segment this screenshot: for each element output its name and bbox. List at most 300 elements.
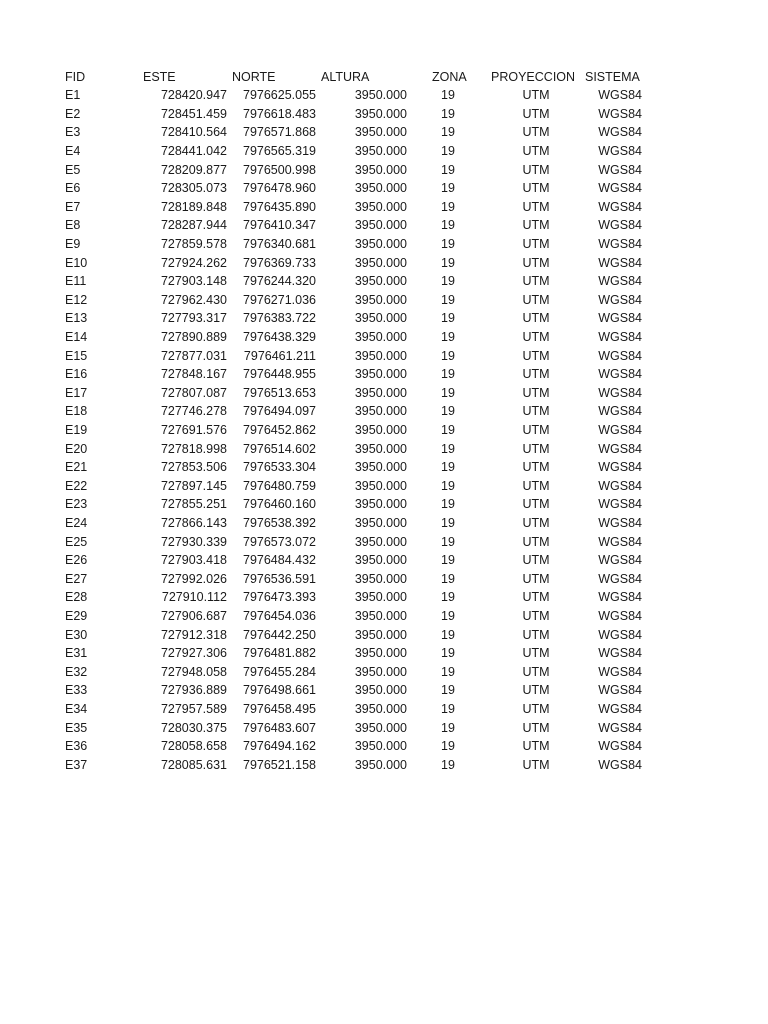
cell-altura: 3950.000 [354,627,407,642]
cell-sistema: WGS84 [598,218,642,233]
cell-altura: 3950.000 [354,255,407,270]
cell-altura: 3950.000 [354,571,407,586]
cell-proyeccion: UTM [522,497,550,512]
cell-este: 727910.112 [161,590,227,605]
cell-norte: 7976514.602 [243,441,316,456]
cell-fid: E28 [65,590,88,605]
cell-fid: E36 [65,739,88,754]
table-row [0,737,768,756]
cell-sistema: WGS84 [598,348,642,363]
cell-fid: E9 [65,236,81,251]
cell-este: 727746.278 [160,404,227,419]
cell-fid: E37 [65,757,88,772]
cell-altura: 3950.000 [354,590,407,605]
cell-altura: 3950.000 [354,274,407,289]
cell-este: 727962.430 [160,292,227,307]
cell-proyeccion: UTM [522,292,550,307]
cell-fid: E35 [65,720,88,735]
table-row [0,756,768,775]
cell-norte: 7976484.432 [243,553,316,568]
cell-proyeccion: UTM [522,441,550,456]
cell-altura: 3950.000 [354,739,407,754]
cell-proyeccion: UTM [522,181,550,196]
cell-proyeccion: UTM [522,757,550,772]
cell-proyeccion: UTM [522,143,550,158]
cell-fid: E1 [65,88,81,103]
cell-norte: 7976473.393 [243,590,316,605]
cell-zona: 19 [441,255,455,270]
cell-este: 727903.148 [160,274,227,289]
cell-fid: E4 [65,143,81,158]
cell-este: 727992.026 [160,571,227,586]
cell-altura: 3950.000 [354,553,407,568]
cell-proyeccion: UTM [522,199,550,214]
cell-fid: E32 [65,664,88,679]
cell-zona: 19 [441,534,455,549]
cell-proyeccion: UTM [522,385,550,400]
cell-sistema: WGS84 [598,664,642,679]
cell-proyeccion: UTM [522,236,550,251]
cell-proyeccion: UTM [522,739,550,754]
cell-fid: E26 [65,553,88,568]
cell-sistema: WGS84 [598,236,642,251]
cell-este: 727912.318 [160,627,227,642]
cell-sistema: WGS84 [598,757,642,772]
header-norte: NORTE [232,69,276,84]
cell-zona: 19 [441,590,455,605]
cell-este: 728085.631 [160,757,227,772]
table-row [0,700,768,719]
cell-altura: 3950.000 [354,701,407,716]
header-proyeccion: PROYECCION [491,69,576,84]
cell-zona: 19 [441,367,455,382]
table-row [0,588,768,607]
table-row [0,384,768,403]
cell-fid: E15 [65,348,88,363]
table-row [0,495,768,514]
cell-norte: 7976618.483 [243,106,316,121]
cell-altura: 3950.000 [354,236,407,251]
cell-sistema: WGS84 [598,553,642,568]
cell-este: 727848.167 [160,367,227,382]
cell-norte: 7976500.998 [243,162,316,177]
cell-fid: E31 [65,646,88,661]
cell-zona: 19 [441,497,455,512]
cell-norte: 7976438.329 [243,329,316,344]
cell-este: 728410.564 [160,125,227,140]
table-row [0,198,768,217]
cell-zona: 19 [441,218,455,233]
cell-norte: 7976454.036 [243,608,316,623]
cell-sistema: WGS84 [598,627,642,642]
cell-zona: 19 [441,292,455,307]
cell-altura: 3950.000 [354,720,407,735]
cell-altura: 3950.000 [354,478,407,493]
cell-altura: 3950.000 [354,646,407,661]
cell-sistema: WGS84 [598,441,642,456]
cell-proyeccion: UTM [522,422,550,437]
cell-sistema: WGS84 [598,460,642,475]
table-row [0,514,768,533]
cell-norte: 7976410.347 [243,218,316,233]
table-header-row [0,68,768,87]
cell-fid: E13 [65,311,88,326]
cell-norte: 7976625.055 [243,88,316,103]
cell-altura: 3950.000 [354,608,407,623]
cell-este: 727855.251 [160,497,227,512]
cell-altura: 3950.000 [354,515,407,530]
cell-altura: 3950.000 [354,199,407,214]
table-row [0,644,768,663]
cell-altura: 3950.000 [354,757,407,772]
cell-sistema: WGS84 [598,739,642,754]
cell-norte: 7976565.319 [243,143,316,158]
cell-sistema: WGS84 [598,274,642,289]
table-row [0,161,768,180]
cell-proyeccion: UTM [522,404,550,419]
cell-sistema: WGS84 [598,143,642,158]
cell-proyeccion: UTM [522,460,550,475]
cell-norte: 7976494.162 [243,739,316,754]
cell-proyeccion: UTM [522,627,550,642]
cell-norte: 7976458.495 [243,701,316,716]
cell-norte: 7976521.158 [243,757,316,772]
cell-fid: E34 [65,701,88,716]
cell-norte: 7976442.250 [243,627,316,642]
cell-norte: 7976448.955 [243,367,316,382]
cell-zona: 19 [441,422,455,437]
cell-zona: 19 [441,199,455,214]
table-row [0,365,768,384]
cell-fid: E2 [65,106,81,121]
table-row [0,291,768,310]
cell-altura: 3950.000 [354,385,407,400]
cell-zona: 19 [441,311,455,326]
cell-este: 728209.877 [160,162,227,177]
cell-proyeccion: UTM [522,274,550,289]
cell-norte: 7976478.960 [243,181,316,196]
table-row [0,235,768,254]
cell-norte: 7976455.284 [243,664,316,679]
cell-proyeccion: UTM [522,553,550,568]
cell-sistema: WGS84 [598,385,642,400]
cell-proyeccion: UTM [522,515,550,530]
cell-zona: 19 [441,553,455,568]
cell-proyeccion: UTM [522,162,550,177]
cell-este: 727930.339 [160,534,227,549]
cell-zona: 19 [441,757,455,772]
cell-proyeccion: UTM [522,701,550,716]
cell-norte: 7976435.890 [243,199,316,214]
cell-este: 727807.087 [160,385,227,400]
cell-altura: 3950.000 [354,422,407,437]
cell-sistema: WGS84 [598,608,642,623]
cell-proyeccion: UTM [522,218,550,233]
table-row [0,626,768,645]
cell-altura: 3950.000 [354,329,407,344]
cell-zona: 19 [441,608,455,623]
cell-sistema: WGS84 [598,162,642,177]
cell-norte: 7976452.862 [243,422,316,437]
cell-este: 727853.506 [160,460,227,475]
cell-zona: 19 [441,571,455,586]
table-row [0,179,768,198]
cell-norte: 7976244.320 [243,274,316,289]
cell-fid: E5 [65,162,81,177]
table-row [0,216,768,235]
cell-fid: E19 [65,422,88,437]
cell-altura: 3950.000 [354,497,407,512]
cell-fid: E24 [65,515,88,530]
cell-norte: 7976461.211 [243,348,316,363]
cell-sistema: WGS84 [598,534,642,549]
table-row [0,607,768,626]
cell-norte: 7976533.304 [243,460,316,475]
cell-altura: 3950.000 [354,460,407,475]
cell-proyeccion: UTM [522,590,550,605]
cell-fid: E23 [65,497,88,512]
cell-sistema: WGS84 [598,181,642,196]
cell-fid: E25 [65,534,88,549]
cell-altura: 3950.000 [354,162,407,177]
cell-zona: 19 [441,181,455,196]
cell-proyeccion: UTM [522,125,550,140]
cell-sistema: WGS84 [598,125,642,140]
cell-fid: E17 [65,385,88,400]
table-row [0,142,768,161]
cell-sistema: WGS84 [598,367,642,382]
cell-este: 728420.947 [160,88,227,103]
cell-fid: E12 [65,292,88,307]
cell-sistema: WGS84 [598,590,642,605]
cell-zona: 19 [441,646,455,661]
cell-altura: 3950.000 [354,143,407,158]
cell-sistema: WGS84 [598,701,642,716]
cell-este: 727957.589 [160,701,227,716]
cell-fid: E6 [65,181,81,196]
table-row [0,328,768,347]
cell-zona: 19 [441,143,455,158]
cell-fid: E10 [65,255,88,270]
table-row [0,402,768,421]
cell-zona: 19 [441,162,455,177]
cell-sistema: WGS84 [598,199,642,214]
cell-altura: 3950.000 [354,125,407,140]
header-altura: ALTURA [321,69,370,84]
cell-norte: 7976481.882 [243,646,316,661]
table-row [0,347,768,366]
cell-este: 727897.145 [160,478,227,493]
cell-zona: 19 [441,404,455,419]
cell-fid: E3 [65,125,81,140]
cell-este: 728058.658 [160,739,227,754]
cell-proyeccion: UTM [522,106,550,121]
cell-zona: 19 [441,460,455,475]
cell-sistema: WGS84 [598,646,642,661]
cell-altura: 3950.000 [354,106,407,121]
cell-zona: 19 [441,441,455,456]
cell-fid: E7 [65,199,81,214]
cell-este: 728305.073 [160,181,227,196]
table-row [0,123,768,142]
cell-este: 727793.317 [160,311,227,326]
cell-altura: 3950.000 [354,534,407,549]
table-row [0,272,768,291]
cell-sistema: WGS84 [598,106,642,121]
cell-norte: 7976573.072 [243,534,316,549]
header-sistema: SISTEMA [585,69,640,84]
cell-este: 727924.262 [160,255,227,270]
cell-altura: 3950.000 [354,664,407,679]
cell-proyeccion: UTM [522,720,550,735]
cell-proyeccion: UTM [522,571,550,586]
cell-sistema: WGS84 [598,478,642,493]
cell-fid: E18 [65,404,88,419]
cell-fid: E8 [65,218,81,233]
table-row [0,254,768,273]
cell-este: 727890.889 [160,329,227,344]
cell-proyeccion: UTM [522,534,550,549]
cell-fid: E27 [65,571,88,586]
cell-este: 728287.944 [160,218,227,233]
cell-proyeccion: UTM [522,329,550,344]
cell-fid: E16 [65,367,88,382]
cell-sistema: WGS84 [598,329,642,344]
cell-zona: 19 [441,348,455,363]
cell-sistema: WGS84 [598,515,642,530]
table-row [0,86,768,105]
cell-este: 727866.143 [160,515,227,530]
cell-proyeccion: UTM [522,664,550,679]
cell-este: 727877.031 [160,348,227,363]
table-row [0,458,768,477]
cell-fid: E14 [65,329,88,344]
cell-zona: 19 [441,329,455,344]
cell-proyeccion: UTM [522,478,550,493]
cell-fid: E22 [65,478,88,493]
table-row [0,551,768,570]
table-row [0,477,768,496]
cell-sistema: WGS84 [598,311,642,326]
cell-proyeccion: UTM [522,608,550,623]
cell-altura: 3950.000 [354,367,407,382]
cell-proyeccion: UTM [522,255,550,270]
cell-fid: E29 [65,608,88,623]
cell-zona: 19 [441,236,455,251]
cell-este: 728451.459 [160,106,227,121]
cell-proyeccion: UTM [522,683,550,698]
cell-este: 727906.687 [160,608,227,623]
cell-fid: E30 [65,627,88,642]
cell-norte: 7976340.681 [243,236,316,251]
table-row [0,105,768,124]
cell-proyeccion: UTM [522,311,550,326]
header-este: ESTE [143,69,176,84]
cell-norte: 7976513.653 [243,385,316,400]
cell-este: 727936.889 [160,683,227,698]
cell-este: 728189.848 [160,199,227,214]
cell-altura: 3950.000 [354,181,407,196]
cell-zona: 19 [441,385,455,400]
cell-fid: E33 [65,683,88,698]
table-row [0,663,768,682]
cell-zona: 19 [441,701,455,716]
cell-zona: 19 [441,627,455,642]
cell-zona: 19 [441,720,455,735]
cell-sistema: WGS84 [598,88,642,103]
cell-altura: 3950.000 [354,404,407,419]
cell-norte: 7976271.036 [243,292,316,307]
cell-proyeccion: UTM [522,88,550,103]
cell-este: 727691.576 [160,422,227,437]
cell-zona: 19 [441,683,455,698]
cell-este: 727859.578 [160,236,227,251]
cell-este: 727903.418 [160,553,227,568]
cell-este: 727818.998 [160,441,227,456]
table-row [0,309,768,328]
cell-norte: 7976538.392 [243,515,316,530]
cell-zona: 19 [441,664,455,679]
cell-zona: 19 [441,478,455,493]
cell-zona: 19 [441,274,455,289]
header-fid: FID [65,69,86,84]
cell-zona: 19 [441,88,455,103]
table-row [0,681,768,700]
cell-sistema: WGS84 [598,497,642,512]
cell-norte: 7976369.733 [243,255,316,270]
cell-zona: 19 [441,106,455,121]
cell-fid: E11 [65,274,87,289]
cell-sistema: WGS84 [598,292,642,307]
table-row [0,421,768,440]
cell-altura: 3950.000 [354,441,407,456]
cell-norte: 7976483.607 [243,720,316,735]
cell-norte: 7976571.868 [243,125,316,140]
cell-proyeccion: UTM [522,646,550,661]
cell-este: 728441.042 [160,143,227,158]
cell-altura: 3950.000 [354,292,407,307]
cell-norte: 7976460.160 [243,497,316,512]
cell-sistema: WGS84 [598,255,642,270]
cell-proyeccion: UTM [522,367,550,382]
cell-zona: 19 [441,515,455,530]
cell-fid: E21 [65,460,88,475]
table-row [0,440,768,459]
table-row [0,533,768,552]
cell-este: 728030.375 [160,720,227,735]
cell-norte: 7976494.097 [243,404,316,419]
cell-sistema: WGS84 [598,683,642,698]
cell-altura: 3950.000 [354,683,407,698]
cell-zona: 19 [441,125,455,140]
table-row [0,719,768,738]
cell-norte: 7976536.591 [243,571,316,586]
cell-sistema: WGS84 [598,571,642,586]
cell-norte: 7976383.722 [243,311,316,326]
cell-altura: 3950.000 [354,348,407,363]
cell-fid: E20 [65,441,88,456]
cell-norte: 7976480.759 [243,478,316,493]
cell-sistema: WGS84 [598,720,642,735]
cell-proyeccion: UTM [522,348,550,363]
cell-altura: 3950.000 [354,88,407,103]
cell-altura: 3950.000 [354,311,407,326]
header-zona: ZONA [432,69,467,84]
cell-altura: 3950.000 [354,218,407,233]
table-row [0,570,768,589]
cell-sistema: WGS84 [598,422,642,437]
cell-zona: 19 [441,739,455,754]
